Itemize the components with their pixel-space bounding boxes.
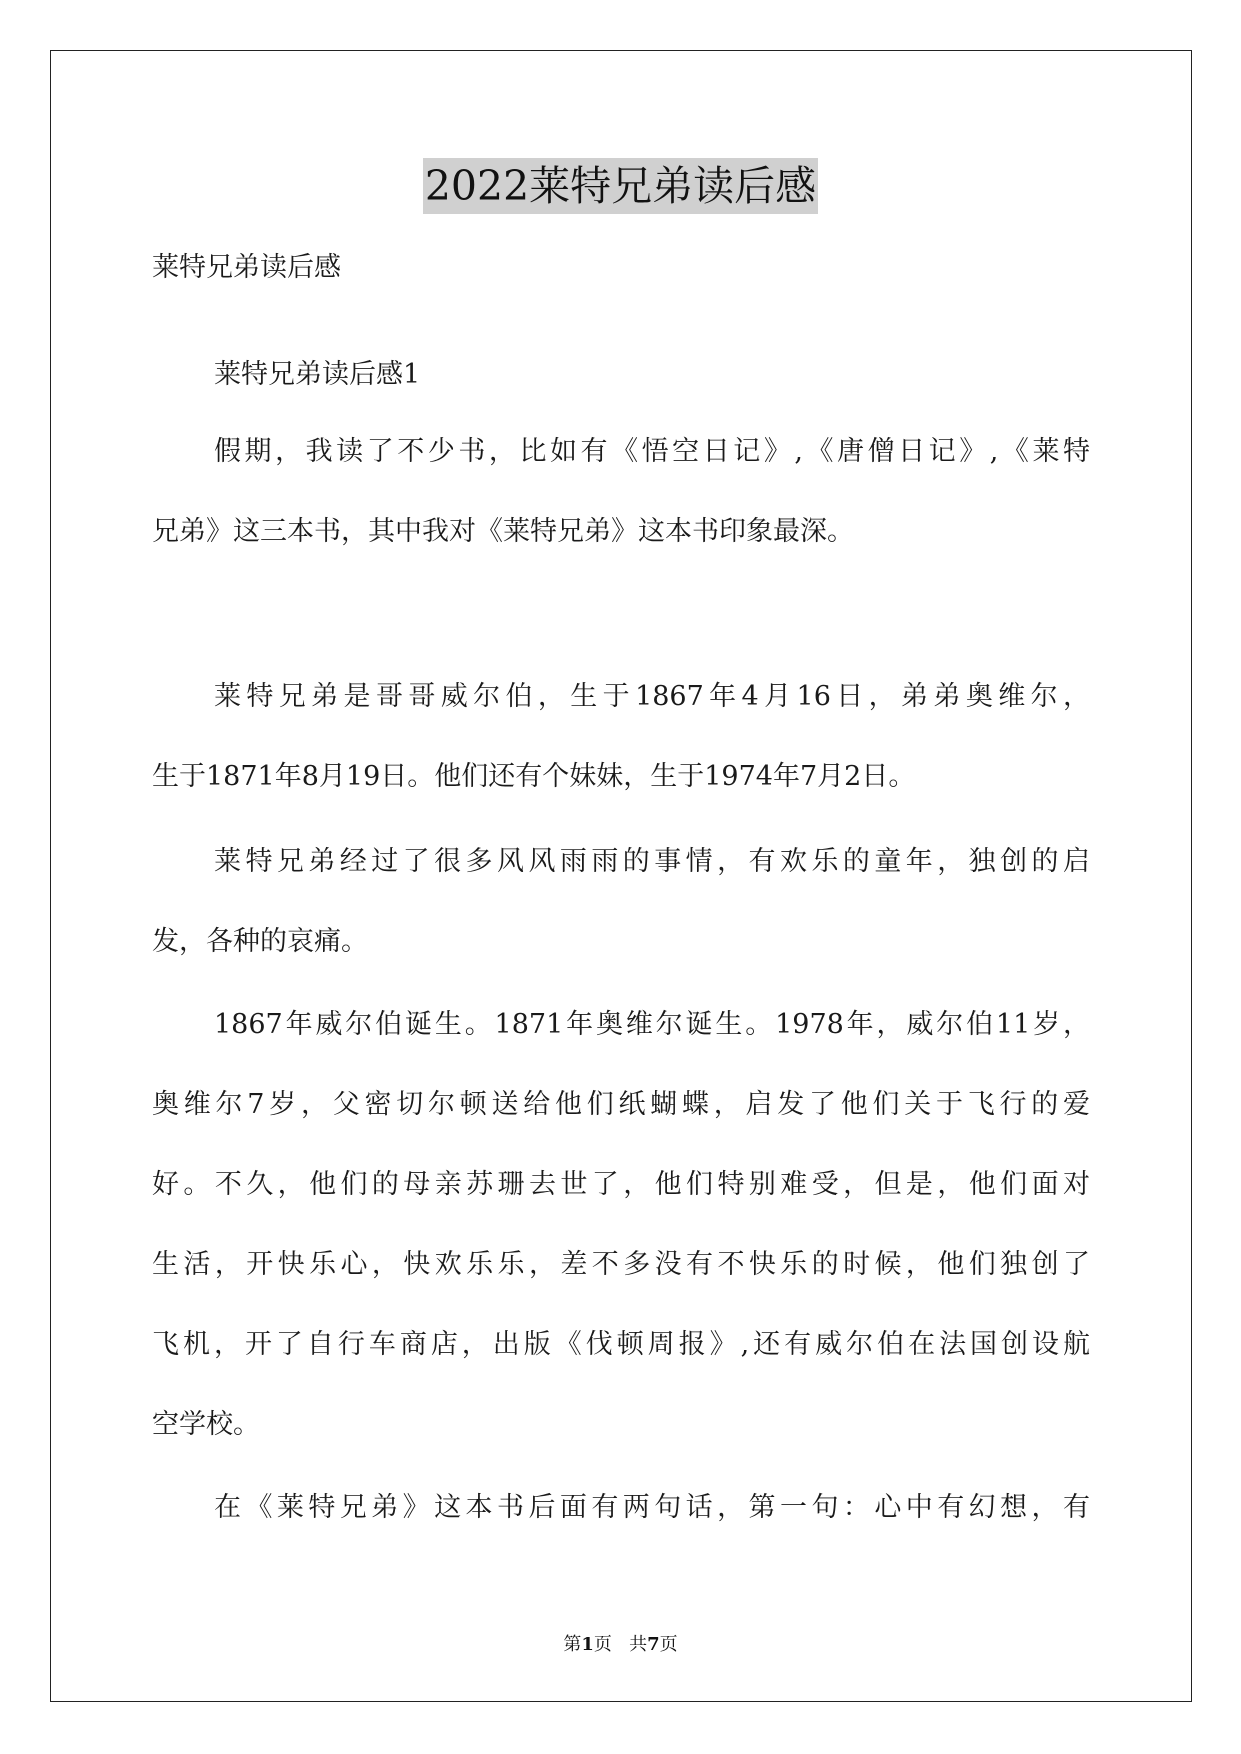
paragraph-line: 莱特兄弟是哥哥威尔伯，生于1867年4月16日，弟弟奥维尔， [214, 681, 1090, 712]
paragraph-line: 空学校。 [152, 1409, 260, 1440]
title-container [0, 158, 1241, 214]
total-suffix: 页 [659, 1634, 678, 1655]
paragraph-line: 好。不久，他们的母亲苏珊去世了，他们特别难受，但是，他们面对 [152, 1169, 1090, 1200]
paragraph-line: 生于1871年8月19日。他们还有个妹妹，生于1974年7月2日。 [152, 761, 916, 792]
total-prefix: 共 [629, 1634, 648, 1655]
page-suffix: 页 [593, 1634, 612, 1655]
document-title: 2022莱特兄弟读后感 [423, 158, 818, 214]
page-footer [0, 1633, 1241, 1657]
paragraph-line: 发，各种的哀痛。 [152, 926, 368, 957]
paragraph-line: 1867年威尔伯诞生。1871年奥维尔诞生。1978年，威尔伯11岁， [214, 1009, 1090, 1040]
paragraph-line: 兄弟》这三本书，其中我对《莱特兄弟》这本书印象最深。 [152, 516, 854, 547]
page-prefix: 第 [563, 1634, 582, 1655]
document-subtitle: 莱特兄弟读后感 [152, 252, 341, 283]
page-total: 7 [647, 1634, 660, 1655]
section-heading: 莱特兄弟读后感1 [214, 359, 421, 390]
paragraph-line: 奥维尔7岁，父密切尔顿送给他们纸蝴蝶，启发了他们关于飞行的爱 [152, 1089, 1090, 1120]
paragraph-line: 莱特兄弟经过了很多风风雨雨的事情，有欢乐的童年，独创的启 [214, 846, 1090, 877]
paragraph-line: 在《莱特兄弟》这本书后面有两句话，第一句：心中有幻想，有 [214, 1492, 1090, 1523]
paragraph-line: 假期，我读了不少书，比如有《悟空日记》,《唐僧日记》,《莱特 [214, 436, 1090, 467]
paragraph-line: 生活，开快乐心，快欢乐乐，差不多没有不快乐的时候，他们独创了 [152, 1249, 1090, 1280]
paragraph-line: 飞机，开了自行车商店，出版《伐顿周报》,还有威尔伯在法国创设航 [152, 1329, 1090, 1360]
page-current: 1 [581, 1634, 594, 1655]
